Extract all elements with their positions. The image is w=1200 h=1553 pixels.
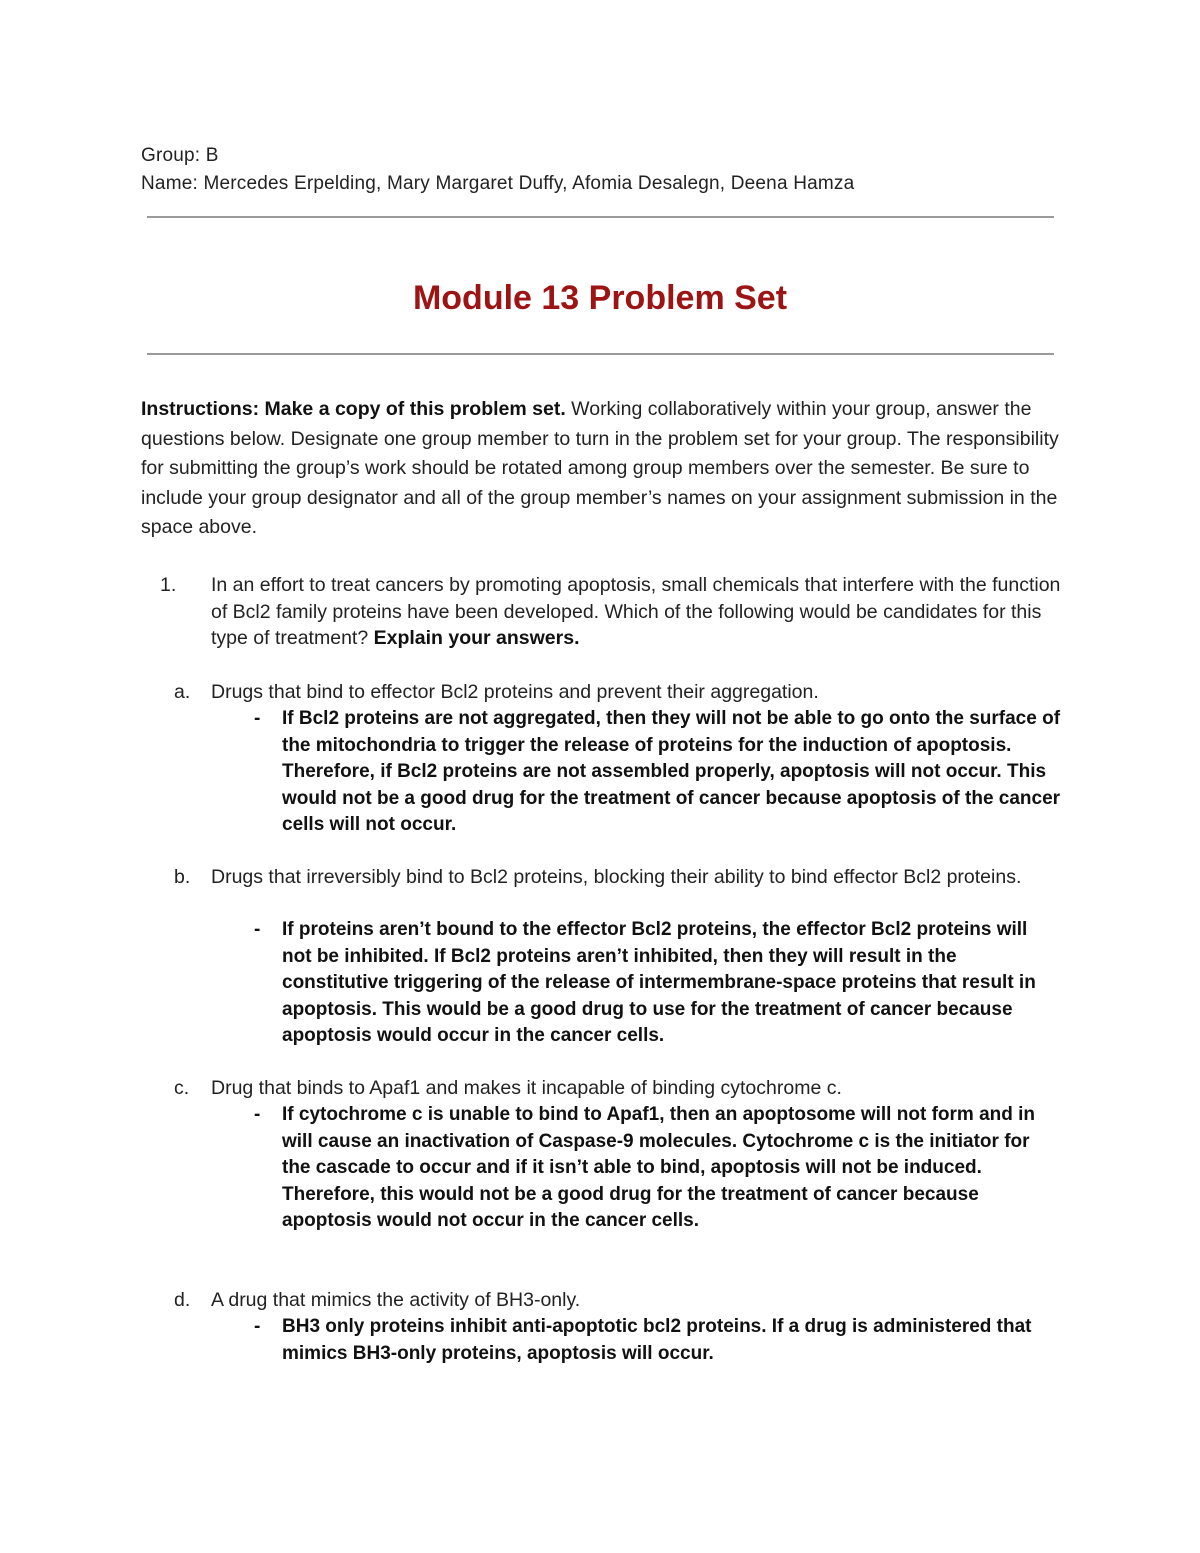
- answer-text: BH3 only proteins inhibit anti-apoptotic bcl2 proteins. If a drug is administered that mimics BH3-only proteins, apoptosis will occur.: [282, 1316, 1032, 1364]
- answer-text: If Bcl2 proteins are not aggregated, then they will not be able to go onto the surface of the mitochondria to trigger the release of proteins for the induction of apoptosis. Therefore, if Bcl2 proteins are not assembled properly, apoptosis will not occur. This would not be a good drug for the treatment of cancer because apoptosis of the cancer cells will not occur.: [282, 708, 1061, 836]
- answer-text: If proteins aren’t bound to the effector Bcl2 proteins, the effector Bcl2 proteins will not be inhibited. If Bcl2 proteins aren’t inhibited, then they will result in the constitutive triggering of the release of intermembrane-space proteins that result in apoptosis. This would be a good drug to use for the treatment of cancer because apoptosis would occur in the cancer cells.: [282, 919, 1036, 1047]
- title-divider: [147, 353, 1054, 355]
- answer-bullet: -: [254, 708, 261, 729]
- top-divider: [147, 216, 1054, 218]
- answer-bullet: -: [254, 919, 261, 940]
- answer-bullet: -: [254, 1104, 261, 1125]
- item-question: Drugs that bind to effector Bcl2 proteins and prevent their aggregation.: [211, 681, 819, 703]
- question-emphasis: Explain your answers.: [373, 627, 580, 649]
- answer-text: If cytochrome c is unable to bind to Apaf1, then an apoptosome will not form and in will cause an inactivation of Caspase-9 molecules. Cytochrome c is the initiator for the cascade to occur and if it isn’t able to bind, apoptosis will not be induced. Therefore, this would not be a good drug for the treatment of cancer because apoptosis would not occur in the cancer cells.: [282, 1104, 1036, 1232]
- item-letter: d.: [174, 1289, 191, 1311]
- item-letter: c.: [174, 1077, 190, 1099]
- names-label: Name: Mercedes Erpelding, Mary Margaret Duffy, Afomia Desalegn, Deena Hamza: [141, 173, 855, 194]
- item-letter: a.: [174, 681, 191, 703]
- instructions-paragraph: [141, 395, 1061, 543]
- answer-bullet: -: [254, 1316, 261, 1337]
- group-label: Group: B: [141, 145, 219, 166]
- item-question: Drug that binds to Apaf1 and makes it incapable of binding cytochrome c.: [211, 1077, 842, 1099]
- item-question: A drug that mimics the activity of BH3-only.: [211, 1289, 581, 1311]
- question-text-block: [211, 572, 1061, 652]
- question-text: In an effort to treat cancers by promoting apoptosis, small chemicals that interfere with the function of Bcl2 family proteins have been developed. Which of the following would be candidates for this type of treatment?: [211, 574, 1061, 649]
- item-letter: b.: [174, 866, 191, 888]
- page-title: Module 13 Problem Set: [412, 279, 788, 317]
- instructions-lead: Instructions: Make a copy of this problem set.: [141, 398, 566, 420]
- item-question: Drugs that irreversibly bind to Bcl2 proteins, blocking their ability to bind effector Bcl2 proteins.: [211, 866, 1022, 888]
- question-number: 1.: [160, 574, 177, 596]
- instructions-body: Working collaboratively within your group, answer the questions below. Designate one group member to turn in the problem set for your group. The responsibility for submitting the group’s work should be rotated among group members over the semester. Be sure to include your group designator and all of the group member’s names on your assignment submission in the space above.: [141, 398, 1059, 538]
